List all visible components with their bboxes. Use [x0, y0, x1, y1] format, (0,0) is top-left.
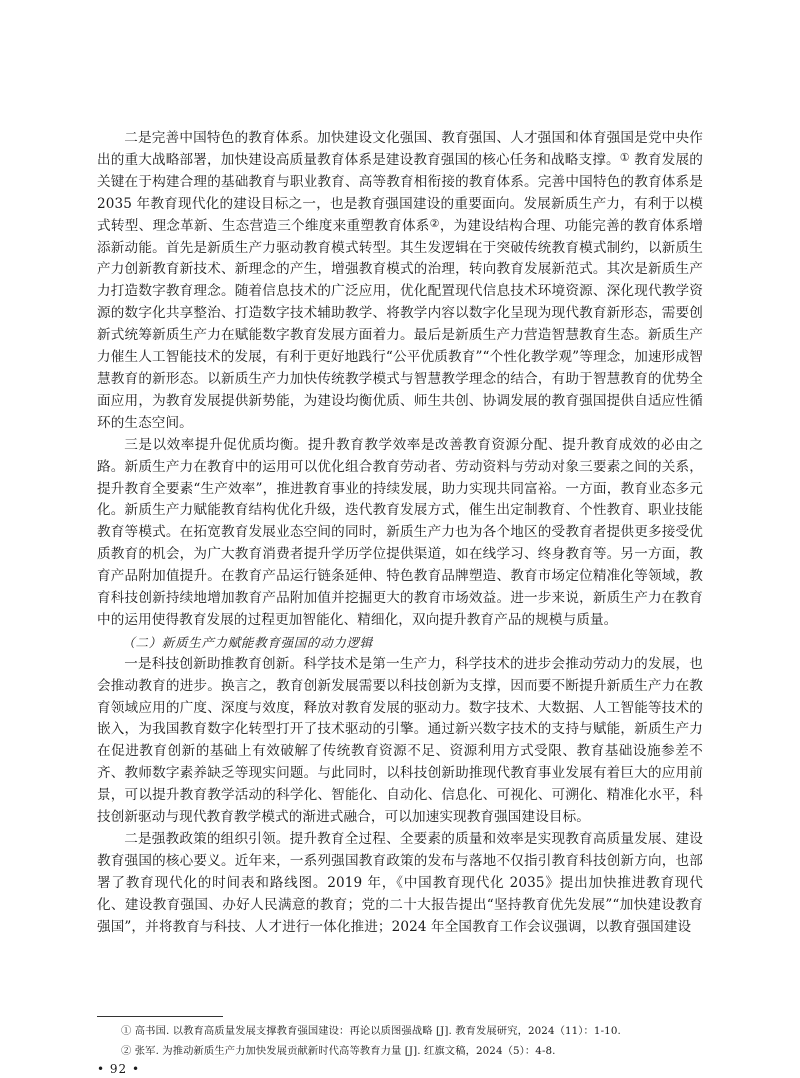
footnote-2: ② 张军. 为推动新质生产力加快发展贡献新时代高等教育力量 [J]. 红旗文稿，2024（5）：4-8.: [121, 1045, 556, 1057]
section-subheading: （二）新质生产力赋能教育强国的动力逻辑: [122, 634, 373, 650]
page-number: • 92 •: [97, 1062, 141, 1076]
page-body: [97, 128, 703, 939]
footnote-ref-2[interactable]: ②: [429, 216, 440, 230]
footnote-1: ① 高书国. 以教育高质量发展支撑教育强国建设：再论以质图强战略 [J]. 教育发展研究，2024（11）：1-10.: [121, 1025, 621, 1037]
paragraph-text: ，为建设结构合理、功能完善的教育体系增添新动能。首先是新质生产力驱动教育模式转型。其生发逻辑在于突破传统教育模式制约，以新质生产力创新教育新技术、新理念的产生，增强教育模式的治理，转向教育发展新范式。其次是新质生产力打造数字教育理念。随着信息技术的广泛应用，优化配置现代信息技术环境资源、深化现代教学资源的数字化共享整治、打造数字技术辅助教学、将教学内容以数字化呈现为现代教育新形态，需要创新式统筹新质生产力在赋能数字教育发展方面着力。最后是新质生产力营造智慧教育生态。新质生产力催生人工智能技术的发展，有利于更好地践行“公平优质教育”“个性化教学观”等理念，加速形成智慧教育的新形态。以新质生产力加快传统教学模式与智慧教学理念的结合，有助于智慧教育的优势全面应用，为教育发展提供新势能，为建设均衡优质、师生共创、协调发展的教育强国提供自适应性循环的生态空间。: [97, 217, 704, 431]
paragraph-efficiency: 三是以效率提升促优质均衡。提升教育教学效率是改善教育资源分配、提升教育成效的必由之路。新质生产力在教育中的运用可以优化组合教育劳动者、劳动资料与劳动对象三要素之间的关系，提升教育全要素“生产效率”，推进教育事业的持续发展，助力实现共同富裕。一方面，教育业态多元化。新质生产力赋能教育结构优化升级，迭代教育发展方式，催生出定制教育、个性教育、职业技能教育等模式。在拓宽教育发展业态空间的同时，新质生产力也为各个地区的受教育者提供更多接受优质教育的机会，为广大教育消费者提升学历学位提供渠道，如在线学习、终身教育等。另一方面，教育产品附加值提升。在教育产品运行链条延伸、特色教育品牌塑造、教育市场定位精准化等领域，教育科技创新持续地增加教育产品附加值并挖掘更大的教育市场效益。进一步来说，新质生产力在教育中的运用使得教育发展的过程更加智能化、精细化，双向提升教育产品的规模与质量。: [97, 436, 703, 628]
footnote-divider: [97, 1016, 223, 1017]
paragraph-text: 教育发展的关键在于构建合理的基础教育与职业教育、高等教育相衔接的教育体系。完善中国特色的教育体系是 2035 年教育现代化的建设目标之一，也是教育强国建设的重要面向。发展新质生产力，有利于以模式转型、理念革新、生态营造三个维度来重塑教育体系: [97, 151, 704, 234]
paragraph-tech-innovation: 一是科技创新助推教育创新。科学技术是第一生产力，科学技术的进步会推动劳动力的发展，也会推动教育的进步。换言之，教育创新发展需要以科技创新为支撑，因而要不断提升新质生产力在教育领域应用的广度、深度与效度，释放对教育发展的驱动力。数字技术、大数据、人工智能等技术的嵌入，为我国教育数字化转型打开了技术驱动的引擎。通过新兴数字技术的支持与赋能，新质生产力在促进教育创新的基础上有效破解了传统教育资源不足、资源利用方式受限、教育基础设施参差不齐、教师数字素养缺乏等现实问题。与此同时，以科技创新助推现代教育事业发展有着巨大的应用前景，可以提升教育教学活动的科学化、智能化、自动化、信息化、可视化、可溯化、精准化水平，科技创新驱动与现代教育教学模式的渐进式融合，可以加速实现教育强国建设目标。: [97, 655, 703, 826]
footnotes: [97, 1021, 703, 1061]
paragraph-education-system: [97, 128, 703, 435]
footnote-ref-1[interactable]: ①: [619, 150, 630, 164]
paragraph-policy-guidance: 二是强教政策的组织引领。提升教育全过程、全要素的质量和效率是实现教育高质量发展、建设教育强国的核心要义。近年来，一系列强国教育政策的发布与落地不仅指引教育科技创新方向，也部署了教育现代化的时间表和路线图。2019 年，《中国教育现代化 2035》提出加快推进教育现代化、建设教育强国、办好人民满意的教育；党的二十大报告提出“坚持教育优先发展”“加快建设教育强国”，并将教育与科技、人才进行一体化推进；2024 年全国教育工作会议强调，以教育强国建设: [97, 831, 703, 935]
paragraph-text: 二是完善中国特色的教育体系。加快建设文化强国、教育强国、人才强国和体育强国是党中央作出的重大战略部署，加快建设高质量教育体系是建设教育强国的核心任务和战略支撑。: [97, 130, 703, 168]
